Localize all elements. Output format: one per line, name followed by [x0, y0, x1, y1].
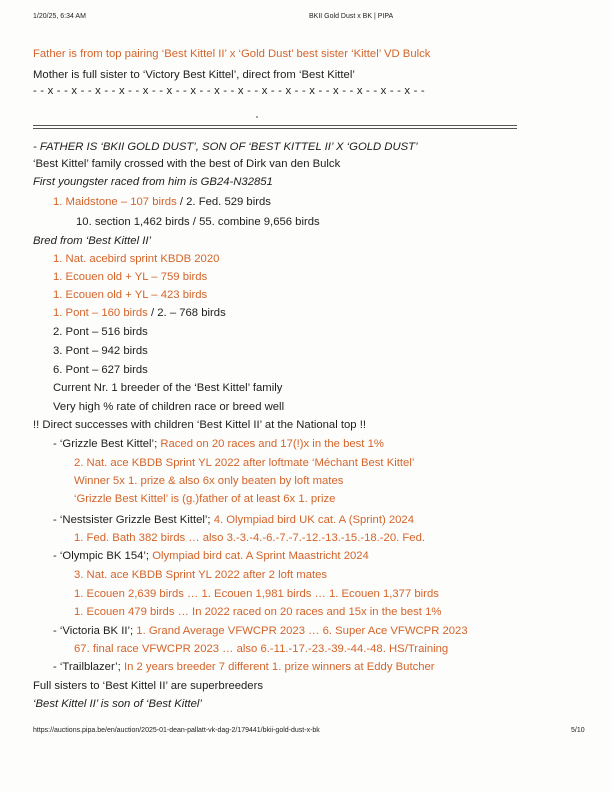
- bred-from-line: Bred from ‘Best Kittel II’: [33, 235, 152, 247]
- intro-father-line: Father is from top pairing ‘Best Kittel II’ x ‘Gold Dust’ best sister ‘Kittel’ VD Bulck: [33, 48, 431, 60]
- child-victoria-name: - ‘Victoria BK II’;: [53, 625, 137, 637]
- print-footer-url: https://auctions.pipa.be/en/auction/2025-01-dean-pallatt-vk-dag-2/179441/bkii-gold-dust-x-bk: [33, 727, 320, 734]
- direct-successes-line: !! Direct successes with children ‘Best Kittel II’ at the National top !!: [33, 419, 366, 431]
- child-olympic-highlight: Olympiad bird cat. A Sprint Maastricht 2024: [152, 550, 369, 562]
- child-trailblazer-name: - ‘Trailblazer’;: [53, 661, 124, 673]
- intro-mother-line: Mother is full sister to ‘Victory Best Kittel’, direct from ‘Best Kittel’: [33, 69, 355, 81]
- section-heading: - FATHER IS ‘BKII GOLD DUST’, SON OF ‘BEST KITTEL II’ X ‘GOLD DUST’: [33, 141, 418, 153]
- olympic-result-3: 1. Ecouen 479 birds … In 2022 raced on 20 races and 15x in the best 1%: [74, 606, 442, 618]
- result-maidstone: [53, 195, 271, 209]
- result-pont-627: 6. Pont – 627 birds: [53, 364, 148, 376]
- divider-x-line: - - x - - x - - x - - x - - x - - x - - x - - x - - x - - x - - x - - x - - x - - x - - x - - x - -: [33, 85, 425, 97]
- result-maidstone-rest: / 2. Fed. 529 birds: [176, 196, 271, 208]
- result-pont-160-highlight: 1. Pont – 160 birds: [53, 307, 148, 319]
- result-ecouen-423: 1. Ecouen old + YL – 423 birds: [53, 289, 208, 301]
- child-trailblazer: [53, 660, 435, 674]
- olympic-result-1: 3. Nat. ace KBDB Sprint YL 2022 after 2 loft mates: [74, 569, 328, 581]
- result-maidstone-highlight: 1. Maidstone – 107 birds: [53, 196, 177, 208]
- result-pont-160-rest: / 2. – 768 birds: [147, 307, 226, 319]
- grizzle-result-2: Winner 5x 1. prize & also 6x only beaten by loft mates: [74, 475, 344, 487]
- stray-dot: [256, 116, 258, 118]
- olympic-result-2: 1. Ecouen 2,639 birds … 1. Ecouen 1,981 birds … 1. Ecouen 1,377 birds: [74, 588, 439, 600]
- result-pont-516: 2. Pont – 516 birds: [53, 326, 148, 338]
- result-ecouen-759: 1. Ecouen old + YL – 759 birds: [53, 271, 208, 283]
- child-nestsister: [53, 513, 414, 527]
- full-sisters-line: Full sisters to ‘Best Kittel II’ are superbreeders: [33, 680, 264, 692]
- breeder-line: Current Nr. 1 breeder of the ‘Best Kittel’ family: [53, 382, 283, 394]
- son-of-line: ‘Best Kittel II’ is son of ‘Best Kittel’: [33, 698, 202, 710]
- result-pont-160: [53, 306, 226, 320]
- child-trailblazer-highlight: In 2 years breeder 7 different 1. prize winners at Eddy Butcher: [123, 661, 435, 673]
- nestsister-result-1: 1. Fed. Bath 382 birds … also 3.-3.-4.-6.-7.-7.-12.-13.-15.-18.-20. Fed.: [74, 532, 426, 544]
- child-victoria-bk-ii: [53, 624, 468, 638]
- print-timestamp: 1/20/25, 6:34 AM: [33, 13, 86, 20]
- result-pont-942: 3. Pont – 942 birds: [53, 345, 148, 357]
- grizzle-result-3: ‘Grizzle Best Kittel’ is (g.)father of at least 6x 1. prize: [74, 493, 336, 505]
- result-nat-acebird: 1. Nat. acebird sprint KBDB 2020: [53, 253, 220, 265]
- rate-line: Very high % rate of children race or breed well: [53, 401, 285, 413]
- child-olympic-name: - ‘Olympic BK 154’;: [53, 550, 153, 562]
- child-olympic-bk-154: [53, 549, 369, 563]
- family-line: ‘Best Kittel’ family crossed with the best of Dirk van den Bulck: [33, 158, 341, 170]
- print-page-number: 5/10: [571, 727, 585, 734]
- child-grizzle-best-kittel: [53, 437, 384, 451]
- child-victoria-highlight: 1. Grand Average VFWCPR 2023 … 6. Super Ace VFWCPR 2023: [136, 625, 468, 637]
- child-nestsister-highlight: 4. Olympiad bird UK cat. A (Sprint) 2024: [213, 514, 415, 526]
- victoria-result-1: 67. final race VFWCPR 2023 … also 6.-11.-17.-23.-39.-44.-48. HS/Training: [74, 643, 449, 655]
- child-grizzle-name: - ‘Grizzle Best Kittel’;: [53, 438, 161, 450]
- double-rule-divider: [33, 123, 517, 131]
- print-page-title: BKII Gold Dust x BK | PIPA: [309, 13, 394, 20]
- child-nestsister-name: - ‘Nestsister Grizzle Best Kittel’;: [53, 514, 214, 526]
- result-section: 10. section 1,462 birds / 55. combine 9,656 birds: [76, 216, 320, 228]
- child-grizzle-highlight: Raced on 20 races and 17(!)x in the best 1%: [160, 438, 384, 450]
- grizzle-result-1: 2. Nat. ace KBDB Sprint YL 2022 after loftmate ‘Méchant Best Kittel’: [74, 457, 415, 469]
- first-youngster-line: First youngster raced from him is GB24-N32851: [33, 176, 273, 188]
